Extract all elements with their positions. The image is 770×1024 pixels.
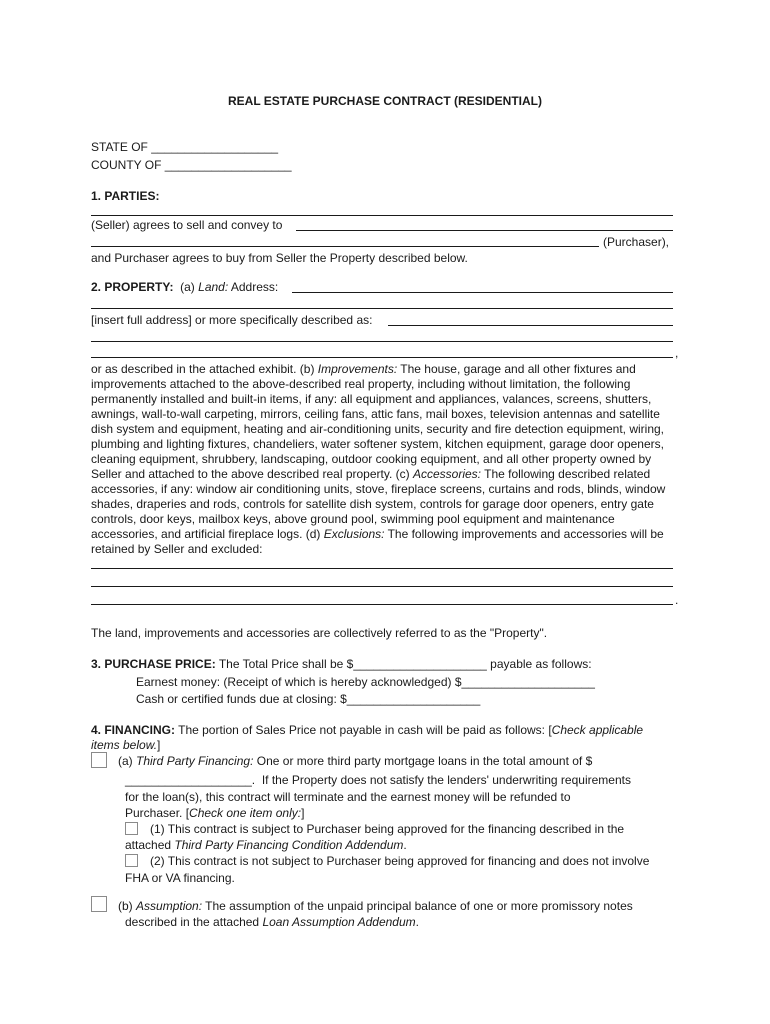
description-line-3[interactable] [91, 357, 673, 358]
loan-assumption-addendum-label: Loan Assumption Addendum [262, 915, 416, 929]
assumption-line: (b) Assumption: The assumption of the unpaid principal balance of one or more promissory notes [118, 899, 633, 913]
price-blank[interactable]: ____________________ [353, 657, 487, 671]
seller-text: (Seller) agrees to sell and convey to [91, 218, 283, 232]
document-title: REAL ESTATE PURCHASE CONTRACT (RESIDENTIAL) [227, 94, 542, 108]
state-line [91, 140, 278, 155]
price-line [91, 657, 592, 672]
option-2-checkbox[interactable] [125, 854, 138, 867]
third-party-financing-checkbox[interactable] [91, 752, 107, 768]
earnest-line [136, 675, 595, 690]
purchaser-name-line-2[interactable] [91, 246, 599, 247]
option-2-line-2: FHA or VA financing. [125, 871, 235, 885]
address-label: Address: [230, 280, 279, 294]
option-1-text: (1) This contract is subject to Purchaser being approved for the financing described in the [150, 822, 625, 836]
accessories-label: Accessories: [412, 467, 481, 481]
county-blank[interactable]: ___________________ [164, 158, 292, 172]
county-line [91, 158, 292, 173]
state-blank[interactable]: ___________________ [151, 140, 279, 154]
insert-address-text: [insert full address] or more specifically described as: [91, 313, 373, 327]
financing-heading: 4. FINANCING: [91, 723, 175, 737]
parties-heading: 1. PARTIES: [91, 189, 160, 203]
earnest-text: Earnest money: (Receipt of which is hereby acknowledged) $ [136, 675, 462, 689]
seller-name-line[interactable] [91, 215, 673, 216]
assumption-line-2: described in the attached Loan Assumption Addendum. [125, 915, 419, 929]
financing-check-note: Check applicable [551, 723, 644, 737]
county-label: COUNTY OF [91, 158, 162, 172]
improvements-label: Improvements: [317, 362, 398, 376]
address-line-2[interactable] [91, 308, 673, 309]
description-line-1[interactable] [388, 325, 673, 326]
description-line-2[interactable] [91, 341, 673, 342]
cash-text: Cash or certified funds due at closing: $ [136, 692, 347, 706]
price-suffix: payable as follows: [490, 657, 592, 671]
exclusions-line-3[interactable] [91, 604, 673, 605]
financing-intro: The portion of Sales Price not payable in cash will be paid as follows: [ [178, 723, 552, 737]
third-party-line-3: for the loan(s), this contract will terminate and the earnest money will be refunded to [125, 790, 571, 804]
exclusions-label: Exclusions: [323, 527, 385, 541]
property-collective-text: The land, improvements and accessories are collectively referred to as the "Property". [91, 626, 548, 640]
land-prefix: (a) [180, 280, 195, 294]
address-line-1[interactable] [292, 292, 673, 293]
property-heading: 2. PROPERTY: [91, 280, 174, 294]
third-party-line: (a) Third Party Financing: One or more third party mortgage loans in the total amount of $ [118, 754, 593, 768]
price-heading: 3. PURCHASE PRICE: [91, 657, 216, 671]
earnest-blank[interactable]: ____________________ [461, 675, 595, 689]
financing-line-1 [91, 723, 643, 738]
property-heading-line [91, 280, 278, 295]
price-text: The Total Price shall be $ [218, 657, 354, 671]
exclusions-period: . [675, 593, 679, 607]
state-label: STATE OF [91, 140, 148, 154]
cash-line [136, 692, 480, 707]
financing-addendum-label: Third Party Financing Condition Addendum [174, 838, 404, 852]
property-paragraph: or as described in the attached exhibit. (b) Improvements: The house, garage and all other fixtures and improvements attached to the above-described real property, including without limitation, the following permanently installed and built-in items, if any: all equipment and appliances, valances, screens, shutters, awnings, wall-to-wall carpeting, mirrors, ceiling fans, attic fans, mail boxes, television antennas and satellite dish system and equipment, heating and air-conditioning units, security and fire detection equipment, wiring, plumbing and lighting fixtures, chandeliers, water softener system, kitchen equipment, garage door openers, cleaning equipment, shrubbery, landscaping, outdoor cooking equipment, and all other property owned by Seller and attached to the above described real property. (c) Accessories: The following described related accessories, if any: window air conditioning units, stove, fireplace screens, curtains and rods, blinds, window shades, draperies and rods, controls for satellite dish system, controls for garage door openers, entry gate controls, door keys, mailbox keys, above ground pool, swimming pool equipment and maintenance accessories, and artificial fireplace logs. (d) Exclusions: The following improvements and accessories will be retained by Seller and excluded: [91, 362, 666, 556]
purchaser-label: (Purchaser), [603, 235, 670, 249]
assumption-checkbox[interactable] [91, 896, 107, 912]
description-comma: , [675, 346, 679, 360]
option-1-line-2: attached Third Party Financing Condition Addendum. [125, 838, 407, 852]
third-party-line-4: Purchaser. [Check one item only:] [125, 806, 305, 820]
exclusions-line-2[interactable] [91, 586, 673, 587]
purchaser-text: and Purchaser agrees to buy from Seller the Property described below. [91, 251, 468, 265]
purchaser-name-line-1[interactable] [296, 230, 673, 231]
land-label: Land: [198, 280, 229, 294]
financing-amount-blank[interactable]: ___________________. [125, 773, 256, 787]
option-1-checkbox[interactable] [125, 822, 138, 835]
assumption-label: Assumption: [136, 899, 203, 913]
cash-blank[interactable]: ____________________ [346, 692, 481, 706]
exclusions-line-1[interactable] [91, 568, 673, 569]
third-party-label: Third Party Financing: [136, 754, 254, 768]
financing-line-2: items below.] [91, 738, 161, 752]
third-party-line-2: ___________________. If the Property does not satisfy the lenders' underwriting requirements [125, 773, 631, 787]
option-2-text: (2) This contract is not subject to Purchaser being approved for financing and does not involve [150, 854, 650, 868]
